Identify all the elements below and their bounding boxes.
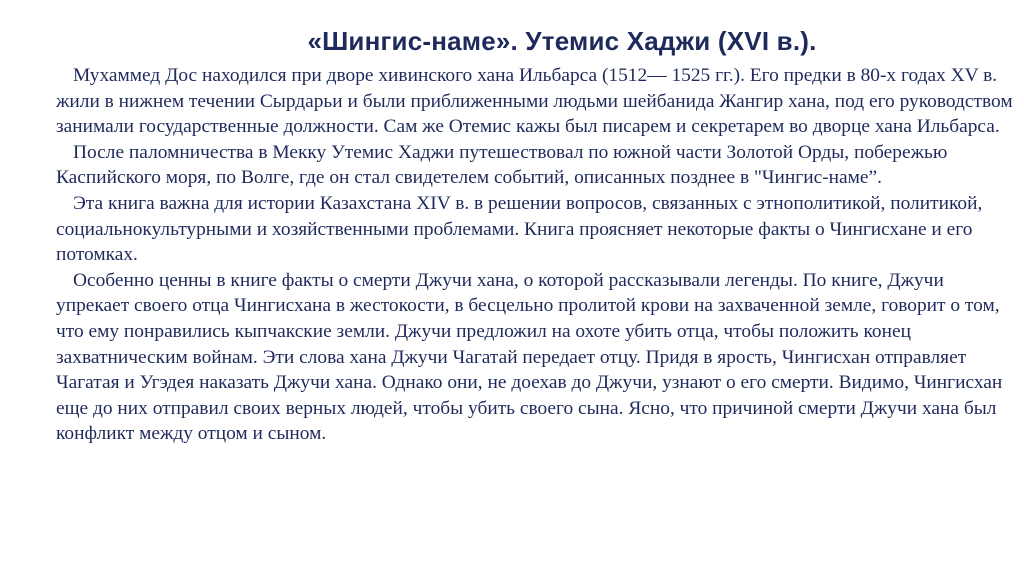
paragraph-1: Мухаммед Дос находился при дворе хивинского хана Ильбарса (1512— 1525 гг.). Его предки в 80-х годах XV в. жили в нижнем течении Сырдарьи и были приближенными людьми шейбанида Жангир хана, под его руководством занимали государственные должности. Сам же Отемис кажы был писарем и секретарем во дворце хана Ильбарса. [56, 65, 1013, 138]
slide-body [56, 63, 1016, 447]
paragraph-3: Эта книга важна для истории Казахстана XIV в. в решении вопросов, связанных с этнополитикой, политикой, социальнокультурными и хозяйственными проблемами. Книга проясняет некоторые факты о Чингисхане и его потомках. [56, 192, 983, 266]
slide-title: «Шингис-наме». Утемис Хаджи (XVI в.). [307, 26, 817, 56]
paragraph-2: После паломничества в Мекку Утемис Хаджи путешествовал по южной части Золотой Орды, побережью Каспийского моря, по Волге, где он стал свидетелем событий, описанных позднее в "Чингис-наме”. [56, 141, 948, 189]
paragraph-4: Особенно ценны в книге факты о смерти Джучи хана, о которой рассказывали легенды. По книге, Джучи упрекает своего отца Чингисхана в жестокости, в бесцельно пролитой крови на захваченной земле, говорит о том, что ему понравились кыпчакские земли. Джучи предложил на охоте убить отца, чтобы положить конец захватническим войнам. Эти слова хана Джучи Чагатай передает отцу. Придя в ярость, Чингисхан отправляет Чагатая и Угэдея наказать Джучи хана. Однако они, не доехав до Джучи, узнают о его смерти. Видимо, Чингисхан еще до них отправил своих верных людей, чтобы убить своего сына. Ясно, что причиной смерти Джучи хана был конфликт между отцом и сыном. [56, 269, 1003, 445]
